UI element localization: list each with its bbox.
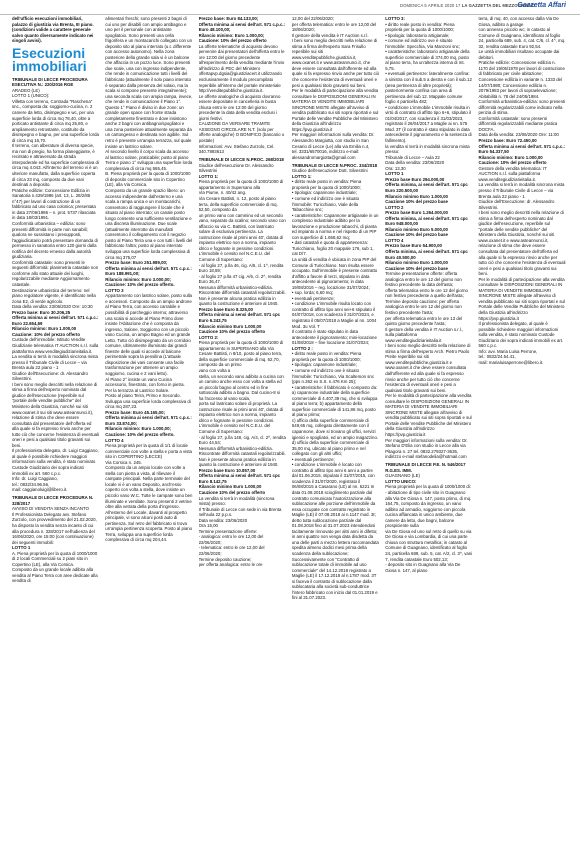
notice-paragraph: a) capannone industriale della superficie commerciale di 4.407,39 mq, che si sviluppa al piano terra; b) appartamento della superficie commerciale di 141,86 mq, posto al piano primo; <box>291 390 378 418</box>
notice-paragraph: Il Tribunale di Lecce con sede in via Brenta nell'aula 22 p.p.s. <box>198 506 282 518</box>
notice-paragraph: Giudice dell'Esecuzione: dr. Alessandro Silvestrini. <box>12 370 88 382</box>
notice-paragraph: Termine presentazione offerte: <box>198 528 258 534</box>
notice-heading: LOTTO 2 : <box>291 345 313 351</box>
notice-heading: Offerta minima, ai sensi dell'art. 571 cpc Euro 948.000,00 <box>385 215 468 227</box>
notice-paragraph: Nessuna difformità urbanistico-edilizia. <box>198 284 273 290</box>
notice-heading: LOTTO 4 <box>105 437 124 443</box>
notice-heading: Prezzo base Euro 10.857,00 <box>198 467 256 473</box>
notice-heading: Rilancio minimo Euro 1.000,00 <box>198 484 262 490</box>
notice-paragraph: Piena proprietà per la quota di 1/1 di locale commerciale con volte a stella e porta a vista sito in COPERTINO (LECCE) <box>105 443 192 460</box>
gazzetta-affari-logo: Gazzetta Affari <box>517 2 566 9</box>
notice-heading: Offerta minima ai sensi dell'art. 571 cpc Euro 6.243,75 <box>198 312 281 324</box>
notice-paragraph: 12,00 del 22/06/2020; <box>291 16 334 21</box>
notice-paragraph: GUAGNANO (LE) <box>385 473 420 479</box>
notice-paragraph: I beni sono meglio descritti nella relazione di stima a firma dell'esperto Sara Frisullo reperibile sui siti <box>291 38 378 55</box>
notice-paragraph: Non è presente alcuna pratica edilizia in quanto la costruzione è anteriore al 1940. <box>198 295 279 307</box>
notice-paragraph: Termine deposito cauzione; <box>198 556 252 562</box>
notice-heading: Rilancio minimo Euro 1.000,00 <box>198 323 262 329</box>
notice-paragraph: I beni sono meglio descritti nella relazione di stima a firma dell'esperto Arch. Pietro Paolo Preite reperibile sui siti www.venditepubbliche.giustizia.it e www.oxanet.it che deve essere consultata dall'offerente ed alla quale si fa espresso rinvio anche per tutto ciò che concerne l'esistenza di eventuali oneri e pesi a qualsiasi titolo gravanti sui beni. <box>385 343 471 393</box>
notice-paragraph: L'immobile è censito nel N.C.E.U. del Comune di Supersano: <box>198 423 271 434</box>
notice-paragraph: Termine presentazione offerte: offerta analogica entro le ore 12 del giorno non festivo precedente la data dell'asta; <box>385 271 462 288</box>
header-info <box>400 3 535 8</box>
notice-paragraph: • eventuali pertinenze; <box>291 456 335 462</box>
notice-paragraph: ARADEO (LE) <box>12 87 40 93</box>
notice-heading: Cauzione: 10% del prezzo offerto. <box>105 432 175 438</box>
notice-paragraph: Successivamente con "Contratto di sublocazione totale di immobile ad uso commerciale" del 14.12.2018 registrato a Maglie (LE) il 17.12.2018 al n.1787 mod. 3T si faceva il contratto di sublocazione dalla sublocataria alla società sub-conduttrice l'intero fabbricato con inizio dal 01.01.2019 e fini al 31.07.2023. <box>291 556 378 601</box>
notice-paragraph: - al foglio 27, p.lla 46, cig. A/5, cl. 1^, rendita Euro 18,59; <box>198 262 284 274</box>
notice-paragraph: d) ufficio della superficie commerciale di 35,00 mq, ubicato al piano primo e nel collegato con gli altri uffici; <box>291 440 369 457</box>
notice-paragraph: L'immobile è censito nel N.C.E.U. del Comune di Supersano: <box>198 251 271 263</box>
text-column-3 <box>199 16 286 838</box>
notice-paragraph: la vendita si terrà in modalità sincrona mista presso: <box>385 143 470 155</box>
notice-paragraph: Riscontrate difformità catastali regolarizzabili. <box>198 290 286 296</box>
notice-paragraph: La vendita si terrà in modalità sincrona mista presso il Tribunale Civile di Lecce – via Brenta aula 22 piano - 1 <box>12 354 98 371</box>
notice-paragraph: - analogica: entro le ore 12,00 del 22/06/2020; <box>198 534 264 545</box>
notice-paragraph: - deposito sito in Guagnano alla Via De Giosa n. 147, al piano <box>385 562 461 573</box>
notice-paragraph: Data della vendita: 23/06/2020 Ore: 10:30 <box>12 304 93 310</box>
notice-paragraph: • diritto reale posto in vendita: Piena proprietà per la quota di 1000/1000; <box>385 21 455 33</box>
notice-heading: Prezzo base: Euro 72.450,00 <box>478 138 537 144</box>
notice-paragraph: B. Piena proprietà per la quota di 1000/1000 di deposito commerciale sito in Copertino (LE), alla Via Corsica. <box>105 171 191 188</box>
notice-heading: TRIBUNALE DI LECCE N.PROC. 334/2018 <box>291 162 378 168</box>
notice-heading: Prezzo base: Euro 45.165,00; <box>105 409 165 415</box>
notice-paragraph: per offerta analogica: entro le ore <box>198 562 263 568</box>
notice-paragraph: Termine deposito cauzione: per offerta analogica entro le ore 12 del giorno non festivo precedente l'asta; <box>385 298 462 315</box>
notice-paragraph: Destinazione urbanistica del terreno: nel piano regolatore vigente, è identificato nella zona E2, di verde agricolo. <box>12 287 96 304</box>
text-column-5 <box>385 16 472 838</box>
notice-heading: Cauzione: 10% del prezzo offerto <box>478 160 547 166</box>
notice-paragraph: Tribunale di Lecce – Aula 22 <box>385 154 440 160</box>
notice-paragraph: mail: caggianoluigi@libero.it. <box>12 487 68 493</box>
notice-paragraph: c) ufficio della superficie commerciale di 549,65 mq, collegato direttamente con il capannone, dove si trovano gli uffici, servizi igienici e spogliatoi, ed un ampio magazzino. <box>291 417 379 440</box>
notice-heading: Offerta minima, ai sensi dell'art. 571 cpc Euro 40.500,00 <box>385 248 468 260</box>
notice-paragraph: Info: avv. Maria Luisa Perrone, <box>478 348 538 354</box>
notice-paragraph: Posto al piano Terra, Primo e Secondo. Sviluppa una superficie lorda complessiva di circa mq 287,23. <box>105 393 191 410</box>
notice-paragraph: Conformità urbanistica-edilizia: sono presenti difformità regolarizzabili come indicato nella perizia di stima. <box>478 99 566 116</box>
notice-paragraph: • diritto reale posto in vendita: Piena proprietà per la quota di 1000/1000; <box>291 351 362 362</box>
notice-paragraph: Le offerte analogiche di acquisto dovranno essere depositate in cancelleria in busta chiusa entro le ore 12:00 del giorno precedente la data della vendita esclusi i giorni festivi. <box>198 93 281 121</box>
notice-paragraph: La vendita si terrà in modalità sincrona mista presso il Tribunale Civile di Lecce – via Brenta aula 22 piano - 1 <box>478 182 565 199</box>
notice-heading: LOTTO 1: <box>291 173 312 179</box>
notice-paragraph: Ora: 13,30 <box>385 165 406 171</box>
notice-heading: Offerta minima ai sensi dell'art. 571 c.p.c.: Euro 54.337,50 <box>478 143 565 155</box>
notice-paragraph: Composto da un grande spazio libero: un accesso indipendente dall'esterno e una scala a rampa unica e un montacarichi, consentono di raggiungere il locale che è situato al piano interrato; un canale posto lungo consente una sufficiente ventilazione e una discreta illuminazione. Due scale (attualmente interrotte da manufatti consentono il collegamento con il negozio posto al Piano Terra una e con tutti i livelli del fabbricato l'altra; posto al piano interrato sviluppa una superficie lorda complessiva di circa mq 375,07 <box>105 187 193 260</box>
notice-paragraph: per offerta telematica entro le ore 13 del quinto giorno precedente l'asta; <box>385 315 463 327</box>
notice-paragraph: Gestore della vendita telematica: IT AUCTION s.r.l. sulla piattaforma www.venditegiudiziarieitalia.it. <box>478 165 547 182</box>
notice-paragraph: • diritto reale posto in vendita: Piena proprietà per la quota di 1000/1000; <box>291 179 362 190</box>
notice-paragraph: Informazioni: Avv. Stefano Zurzolo, Cel. 340.7893613 <box>198 143 275 155</box>
page-header <box>0 0 580 15</box>
notice-heading: Cauzione 10% del prezzo base <box>385 199 448 205</box>
notice-heading: Rilancio minimo: Euro 1.000,00 <box>12 326 77 332</box>
notice-heading: Offerta minima, ai sensi dell'art. 571 cpc Euro 220.500,00 <box>385 182 468 193</box>
notice-paragraph: I beni sono meglio descritti nella relazione di stima a firma dell'esperto nominato dal giudice dell'esecuzione, reperibile sul "portale delle vendite pubbliche" del Ministero della Giustizia, nonché sui siti www.oxanet.it e www.asteannunci.it, relazione di stima che deve essere consultata dal presentatore dell'offerta ed alla quale si fa espresso rinvio anche per tutto ciò che concerne l'esistenza di eventuali oneri e pesi a qualsiasi titolo gravanti sui beni. <box>478 210 566 277</box>
notice-paragraph: Il terreno, con alberature di diversa specie, ma non di pregio, ha forma planeggiante, è recintato e attraversato da strada interpoderale ed ha superficie complessiva di circa mq 4.043. All'interno del terreno vi è un ulteriore manufatto, dalla superficie coperta di circa 23 mq, composto da due vani destinati a deposito. <box>12 143 99 188</box>
notice-heading: Offerta minima ai sensi dell'art. 571 c.p.c.: Euro 33.874,00; <box>105 415 192 426</box>
notice-heading: Cauzione: 10% del prezzo offerto. <box>105 282 175 288</box>
notice-paragraph: Conformità catastale: sono presenti le seguenti difformità: planimetria catastale non conforme allo stato attuale dei luoghi, regolarizzabile mediante Aggiornamento catastale. <box>12 259 99 287</box>
notice-heading: Prezzo base: Euro 251.989,00; <box>105 260 168 266</box>
notice-paragraph: Non è presente alcuna pratica edilizia in quanto la costruzione è anteriore al 1940. <box>198 456 279 468</box>
notice-heading: LOTTO 3: <box>385 16 405 21</box>
notice-paragraph: • tipologia: laboratorio artigianale; <box>385 32 450 38</box>
notice-heading: Prezzo base Euro 294.000,00 <box>385 176 445 182</box>
notice-paragraph: • condizione L'immobile risulta locato con contratto di affitto tipo anni sei+6 stipulato il 04/07/2018, con scadenza il 31/07/2024, e registrato il 05/07/2018 a Maglie al nn. 1004 Mod. 3u Vol. T <box>291 301 377 329</box>
notice-heading: Cauzione 10% del prezzo offerto <box>198 329 266 335</box>
notice-paragraph: via De Giosa ed uno sul retro di quello su via De Giosa e via Lombardia, di cui una parte chiusa con struttura metallica; in catasto al Comune di Guagnano, identificato al foglio 24, particella 689, sub. 5, cat. A/2, cl. 3^, vani 7, rendita catastale Euro 502,13; <box>385 528 473 562</box>
notice-paragraph: Giudice dell'esecuzione Dr. Alessandro Silvestrini <box>198 162 274 174</box>
notice-paragraph: Appartamento con lastrico solare, posto sulla e accessori. Composto da un ampio androne al Piano Terra, con accesso carrabile e possibilità di parcheggio interno; attraverso una scala si accede al Piano Primo dove insiste l'Abitazione che è composta da ingresso, Salone, Soggiorno con un piccolo vano Cucina, un ampio Bagno ed un grande Letto. Tutto ciò disimpegnato da un corridoio comune, ultimamente illuminato dai grandi finestre delle quali si accede al balcone perimetrale sopra la pensilina (L'attuale disposizione dei vani consente una facile trasformazione per ottenere un ampio soggiorno, cucina e 2 vani letto). <box>105 293 192 376</box>
notice-heading: Cauzione 10% del prezzo base <box>385 265 448 271</box>
notice-paragraph: stella, un secondo vano adibito a cucina con un camino anche esso con volta a stella ed un piccolo bagno al centro ed in fine sottoscala adibito a bagno. Dal cucino-8 si ha l'accesso al vano scala, <box>198 373 284 401</box>
notice-heading: Offerta minima ai sensi dell'art. 571 c.p.c.: Euro 48.100,00; <box>198 21 286 33</box>
notice-paragraph: Il gestore della vendita è IT Auction s.r.l., sulla piattaforma <box>385 326 464 338</box>
notice-paragraph: Per le modalità di partecipazione alla vendita consultare le DISPOSIZIONI GENERALI IN MATERIA DI VENDITE IMMOBILIARI SINCRONE MISTE allegate all'avviso di vendita pubblicato sui siti sopra riportati e sul Portale delle Vendite Pubbliche del Ministero della Giustizia all'indirizzo https://pvp.giustizia.it <box>291 88 379 132</box>
notice-paragraph: tel.: 0832/24.54.41, <box>478 354 516 360</box>
notice-paragraph: alimentari freschi; sono presenti 2 bagni di cui uno per disabili con ampio antibagno e uno per il personale con antistante spogliatoio. Sono presenti una cella frigorifera e un montacarichi collegato con un deposito sito al piano interrato (u.t. differente con accesso autonomo). Nella zona posteriore della grande sala vi è un balcone che affaccia in un pozzo luce. Sono presenti due scale, una con ingresso indipendente, che rende in comunicazione tutti i livelli del fabbricato (attualmente il solo piano interrato è separato dalla presenza del solaio, ma la scala si compone presente integralmente); una seconda scala con ampia rampa, invece, che rende in comunicazione il Piano 1°. Questo 1° Piano è diviso in due zone: un grande open space con fronte strada completamente finestrato e dove insistono anche 2 bagni con antibagno/spogliatoi e una zona posteriore attualmente separata da un cartongesso e destinata non agibile. Sul retro è presente un'ampia terrazza, sul quale insiste un lastrico solare. <box>105 16 193 149</box>
section-title-line: Esecuzioni <box>12 44 86 61</box>
notice-paragraph: Conformità urbanistica – edilizia: sono presenti difformità in parte non sanabili; qualora ne sussistano i presupposti, l'aggiudicatario potrà presentare domanda di permesso in sanatoria entro 120 giorni dalla notifica del decreto emesso dalla autorità giudiziaria. <box>12 220 98 260</box>
notice-paragraph: Il Professionista Delegato avv. Stefano Zurzolo, con provvedimento del 21.02.2020, ha disposto la vendita senza incanto di cui alla procedura n. 328/2017 nell'udienza del 16/06/2020, ore 15:00 (con continuazione) dei seguenti immobili: <box>12 511 97 545</box>
header-newspaper: LA GAZZETTA DEL MEZZOGIORNO <box>461 3 536 8</box>
notice-paragraph: • comune ed indirizzo ove è situato l'immobile: Turicchiano, Viale della Tabacchine snc; <box>291 196 360 213</box>
notice-paragraph: Pratiche edilizie: Concessione Edilizia in Sanatoria n.429/1986 (art. 13, L. 28/2/85 n°47) per lavori di costruzione di un fabbricato ad uso casa colonica; presentata in data 27/06/1986 – n. prot. 5737 rilasciata in data 18/03/1991. <box>12 187 96 221</box>
notice-paragraph: Composto da un grande locale adibito alla vendita al Piano Terra con aree dedicate alla vendita di <box>12 567 98 584</box>
notice-heading: LOTTO 1: <box>198 173 219 179</box>
notice-heading: LOTTO 3 <box>105 287 124 293</box>
header-page-number: 17 <box>455 3 461 8</box>
notice-heading: Rilancio minimo: Euro 1.000,00; <box>105 426 171 432</box>
notice-heading: Rilancio minimo Euro 1.000,00 <box>385 193 448 199</box>
notice-paragraph: Piena proprietà per la quota di 1000/1000 di: <box>385 484 471 490</box>
notice-heading: TRIBUNALE DI LECCE P.E. N. 546/2017 R.G.ES. IMM. <box>385 462 466 473</box>
notice-paragraph: A. Piena proprietà per la quota di 1000/1000 di 2 locali Commerciali su 2 piani sito in Copertino (LE), alla Via Corsica. <box>12 550 98 567</box>
notice-paragraph: Il professionista delegato, al quale è possibile richiedere maggiori informazioni sulla vendita, è stato nominato Custode Giudiziario dei sopra indicati immobili ex art. 560 c.p.c. <box>478 321 564 349</box>
notice-heading: Prezzo base Euro 8.325,00 <box>198 306 253 312</box>
notice-paragraph: Custode dell'immobile: Istituto Vendite Giudiziarie telematica IT AUCTION s.r.l. sulla piattaforma www.venditegiudiziarieitalia.it. <box>12 337 99 354</box>
notice-paragraph: La vendita si terrà in modalità (sincrona mista) presso: <box>198 495 275 507</box>
notice-heading: LOTTO UNICO: <box>385 478 417 484</box>
notice-paragraph: • tipologia: capannone industriale; <box>291 362 357 368</box>
notice-heading: Offerta minima ai sensi dell'art. 571 c.p.c.: Euro 188.991,00; <box>105 265 192 277</box>
notice-paragraph: per offerta telematica: entro le ore 13,00 del 18/06/2020; <box>291 21 377 33</box>
notice-paragraph: • eventuali pertinenze: lateralmente confina: a sinistra con il sub.5 a destra e con il sub.12 (area pertinenza di altre proprietà); posteriormente confina con area di pertinenza del sub 12. Mappale comune foglio 4 particella 482; <box>385 71 472 105</box>
notice-paragraph: Le unità immobiliari risultano occupate dai debitori. <box>478 49 560 60</box>
notice-paragraph: Info: dr. Luigi Caggiano, <box>12 476 58 482</box>
notice-paragraph: Ora 15,00 <box>198 523 218 529</box>
notice-paragraph: Data della vendita: 23/06/2020 Ore: 11:00 <box>478 132 559 138</box>
notice-paragraph: All'esterno del Locale, davanti al prospetto principale, vi sono alcuni posti auto di pertinenza. Sul retro del fabbricato si trova un'ampia pertinenza scoperta. Posto al piano Terra, sviluppa una superficie lorda complessiva di circa mq 204,44. <box>105 509 193 543</box>
notice-paragraph: Composto da un ampio locale con volte a stella con pietra a vista, al rilievare il campate principali. Nella parte terminale del locale vi è un vano Deposito, anch'esso coperto con volta a stella, dove insiste un piccolo vano W.C. Tutte le campate sono ben illuminate e ventilate. Sono presenti 2 vetrine oltre alla vetrata della porta d'ingresso. <box>105 465 193 510</box>
notice-heading: Offerta minima ai sensi dell'art. 571 c.p.c.: Euro 22.654,69 <box>12 315 99 326</box>
notice-heading: dell'ufficio esecuzioni immobiliari, palazzo di giustizia via Brenta, III piano. <box>12 16 94 27</box>
notice-heading: LOTTO 1 <box>385 171 404 177</box>
notice-paragraph: Nessuna difformità urbanistico-edilizia. <box>198 445 273 451</box>
notice-paragraph: - telematica: entro le ore 12,00 del 22/06/2020; <box>198 545 265 556</box>
notice-paragraph: La offerte telematiche di acquisto devono pervenire dai presentatori dell'offerta entro le ore 12:00 del giorno precedente all'esperimento della vendita mediante l'invio all'indirizzo di PEC del Ministero offertapvp.dgsia@giustiziacert.it utilizzando esclusivamente il modulo precompilato reperibile all'interno del portale ministeriale http://venditepubbliche.giustizia.it. <box>198 43 285 94</box>
notice-heading: Prezzo base: Euro 84.133,00; <box>198 16 259 21</box>
notice-paragraph: www.venditepubbliche.giustizia.it, www.oxanet.it e www.asteannunci.it, che deve essere consultata dall'offerente ed alla quale si fa espresso rinvio anche per tutto ciò che concerne l'esistenza di eventuali oneri e pesi a qualsiasi titolo gravanti sui beni. <box>291 54 380 88</box>
notice-paragraph: CAUZIONE DA VERSARE TRAMITE ASSEGNO CIRCOLARE N.T. (solo per offerte analogiche) O BONIFICO (bancario o postale) <box>198 121 285 144</box>
notice-paragraph: • caratteristiche: Capannone artigianale in un complesso industriale adibito per la lavorazione e produzione tabacchi, di pianta ed impianto a norma e nel rispetto di un PIP con superficie di 1.658,62 mq; <box>291 212 379 240</box>
notice-paragraph: Conformità catastale: sono presenti difformità regolarizzabili mediante pratica DOCFA. <box>478 115 558 132</box>
text-columns <box>12 16 572 838</box>
notice-paragraph: con annesso piccolo wc; in catasto al Comune di Guagnano, identificato al foglio 24, particella 689, sub. 4, cat. C/6, cl. 4^, mq. 32, rendita catastale Euro 92,54. <box>478 27 566 49</box>
notice-paragraph: terra, di mq. 40, con accesso dalla Via De Giosa, adibito a garage <box>478 16 559 27</box>
header-date: DOMENICA 5 APRILE 2020 <box>400 3 455 8</box>
notice-heading: Prezzo base: Euro 30.206,25 <box>12 309 71 315</box>
notice-heading: Offerta minima ai sensi dell'art. 571 cpc Euro 8.142,75 <box>198 473 281 484</box>
text-column-6 <box>478 16 565 838</box>
notice-paragraph: offerta telematica entro le ore 12 del giorno non festivo precedente a quello dell'asta; <box>385 287 468 299</box>
notice-heading: Cauzione: 10% del prezzo offerto <box>12 331 81 337</box>
notice-paragraph: Il contratto è stato stipulato in data antecedente il pignoramento; mini-locazione 01/08/2018 – fine locazione 31/07/2024; <box>291 329 377 346</box>
section-title <box>12 44 99 74</box>
notice-paragraph: Piena proprietà per la quota di 1000/1000 di appartamento in Supersano alla <box>198 179 284 190</box>
notice-paragraph: • comune ed indirizzo ove è situato l'immobile: Specchia, Via Manzoni snc; <box>385 38 461 49</box>
notice-heading: TRIBUNALE DI LECCE PROCEDURA N. 328/2017 <box>12 495 94 506</box>
notice-paragraph: - al foglio 27, p.lla 148, cig. A/4, cl. 2^, rendita Euro 44,54; <box>198 434 286 446</box>
notice-paragraph: Via Corsica n. 245. <box>105 459 142 465</box>
notice-heading: LOTTO 2 <box>385 204 404 210</box>
notice-paragraph: Per le modalità di partecipazione alla vendita consultare le DISPOSIZIONI GENERALI IN MATERIA DI VENDITE IMMOBILIARI SINCRONE MISTE allegate all'avviso di vendita pubblicato sui siti sopra riportati e sul Portale delle Vendite Pubbliche del Ministero della Giustizia all'indirizzo https://pvp.giustizia.it <box>385 393 472 438</box>
notice-paragraph: Data vendita: 23/06/2020 <box>198 517 248 523</box>
notice-paragraph: Per le modalità di partecipazione alla vendita consultare le DISPOSIZIONI GENERALI IN MATERIA DI VENDITE IMMOBILIARI SINCRONE MISTE allegate all'avviso di vendita pubblicato sui siti sopra riportati e sul Portale delle Vendite Pubbliche del Ministero della Giustizia all'indirizzo https://pvp.giustizia.it <box>478 276 565 321</box>
notice-paragraph: Per maggiori informazioni sulla vendita: Dr. Alessandro Margiotta, con studio in San Cesario di Lecce (Le) alla via Emilia n.4, <box>291 132 375 149</box>
notice-paragraph: • eventuali pertinenze; <box>291 295 335 301</box>
notice-paragraph: Pratiche edilizie: Concessione edilizia n. 1170 del 19/05/1978 per lavori di costruzione di fabbricato per civile abitazione; Concessione edilizia in variante n. 1333 del 14/07/1980; Concessione edilizia n. 2079/1983 per lavori di sopraelevazione; Abitabilità n. 78 del 24/05/1984. <box>478 60 565 99</box>
notice-paragraph: I beni sono meglio descritti nella relazione di stima a firma dell'esperto nominato dal giudice dell'esecuzione (reperibile sul "portale delle vendite pubbliche" del Ministero della Giustizia, nonché sui siti www.oxanet.it sui siti www.asteannunci.it), relazione di stima che deve essere consultata dal presentatore dell'offerta ed alla quale si fa espresso rinvio anche per tutto ciò che concerne l'esistenza di eventuali oneri e pesi a qualsiasi titolo gravanti sui beni. <box>12 381 100 448</box>
notice-paragraph: AVVISO DI VENDITA SENZA INCANTO <box>12 506 89 512</box>
notice-paragraph: tel.: 0832/34.96.56, <box>12 481 50 487</box>
notice-paragraph: • comune ed indirizzo ove è situato l'immobile: Turicchiano, Via Scaltemon snc (pps n.362 ex S.S. n.476 Km 25); <box>291 367 374 385</box>
notice-paragraph: Riscontrate difformità catastali regolarizzabili. <box>198 451 286 457</box>
notice-paragraph: - al foglio 27 p.lla 47 cig. A/6, cl. 2^, rendita Euro 36,47. <box>198 273 282 285</box>
notice-paragraph: Per maggiori informazioni sulla vendita: Dr. Stefano D'Elia con studio in Lecce alla via Pitagora n. 27 tel. 0832.279327-3635, indirizzo e-mail stefanodelia@hotmail.com <box>385 437 468 460</box>
notice-paragraph: un primo vano con cammino ed un secondo vano, separato da scalino; secondo vano con affaccio su via C. Battisti, con lastricato solare di esclusiva pertinenza. La costruzione risale al primi anni 40', dotata di impianto elettrico non a norma, impianto idrico e fognante in pessime condizioni. <box>198 212 286 251</box>
notice-paragraph: Al Piano 2° insiste un vano Cucina accessorio, finestrato, con forno in pietra. Per la terrazza al Lastrico Solare. <box>105 376 185 393</box>
notice-paragraph: mail: marialuisaperrone@libero.it. <box>478 359 544 365</box>
notice-paragraph: Il professionista delegato, dr. Luigi Caggiano, al quale è possibile richiedere maggiori informazioni sulla vendita, è stato nominato Custode Giudiziario dei sopra indicati immobili ex art. 560 c.p.c. <box>12 448 99 476</box>
notice-paragraph: - abitazione di tipo civile sito in Guagnano alla Via De Giosa n. 147, posto primo, di mq. 164,75, composto da ingresso, un vano adibito ad armadio, soggiorno con piccola cucina affiancata in unico ambiente, due camere da letto, due bagni, balcone prospiciente sulla <box>385 489 472 529</box>
section-title-line: immobiliari <box>12 57 87 74</box>
notice-heading: Prezzo base Euro 1.264.000,00 <box>385 210 448 216</box>
notice-paragraph: • condizione L'immobile è locato con contratto di affitto tipo anni 6 anni a partire dal 01.06.2015, stipulato il 31/07/2015, con scadenza il 31/07/2020, registrato il 06/08/2015 a Casarano (LE) al nn. 6221 In data 01.08.2018 scioglimento parziale dal contratto comunicato l'autorizzazione alla sublocazione alle porzione dell'immobile da essa occupate con contratto registrato in Maglie (LE) il 07.08.2018 ai n.1147 mod. 3t; detto tutta sublocazione parziale dal 01.08.2018 fino al 31.07.2023 intendendosi tacitamente rinnovato per altri anni in difetto; in anni quattro non venga data disdetta da una delle parti a mezzo lettera raccomandata spedita almeno dodici mesi prima della scadenza della sublocazione; <box>291 462 379 556</box>
notice-paragraph: Data della vendita: 23/06/2020 <box>385 160 445 166</box>
notice-heading: Prezzo base Euro 54.900,00 <box>385 243 442 249</box>
notice-paragraph: Piena proprietà per la quota di 1000/1000 di appartamento in SUPERSANO alla Via Cesare Battisti, n 8/10, posto al piano terra, della superficie commerciale di mq. 62,70, composto da un primo <box>198 340 284 368</box>
notice-paragraph: www.venditegiudiziarieitalia.it <box>385 337 442 343</box>
notice-heading: Cauzione: 10% del prezzo offerto <box>198 38 267 44</box>
notice-heading: LOTTO 2: <box>198 334 219 340</box>
notice-heading: Rilancio minimo: Euro 1.000,00 <box>478 154 543 160</box>
text-column-4 <box>292 16 379 838</box>
notice-paragraph: vano con volta a <box>198 367 231 373</box>
notice-paragraph: • sup. lorda; 6,60 mq; <box>291 290 334 296</box>
notice-paragraph: Via Cesare Battisti, n. 12, posto al piano terra, della superficie commerciale di mq. 52,50, composto da <box>198 196 278 213</box>
notice-paragraph: • caratteristiche: il fabbricato è composto da: <box>291 384 378 390</box>
notice-paragraph: Giudice dell'Esecuzione: dr. Alessandro Silvestrini. <box>478 199 555 210</box>
notice-paragraph: LOTTO 1 (UNICO): <box>12 93 50 99</box>
notice-heading: Cauzione 10% del prezzo base <box>385 232 448 238</box>
notice-paragraph: • tipologia: capannone industriale; <box>291 190 357 196</box>
notice-heading: Cauzione 10% del prezzo offerto <box>198 489 266 495</box>
notice-paragraph: • dati catastali e quota di appartenenza: Turicchiano, foglio 20 mappale 176, sub 1, cat D/7. <box>291 240 374 257</box>
notice-heading: Rilancio minimo Euro 5.000,00 <box>385 226 448 232</box>
notice-paragraph: porta sul lastricato solare di proprietà. La costruzione risale ai primi anni 40', dotata di impianto elettrico non a norma, impianto idrico e fognante in pessime condizioni. <box>198 401 283 423</box>
notice-paragraph: • caratteristiche: laboratorio artigianale della superficie commerciale di 374,00 mq, posto al piano terra, ha un'altezza interna di mt. 5,75. <box>385 49 470 71</box>
text-column-1 <box>12 16 99 838</box>
notice-heading: Rilancio minimo: Euro 1.000,00; <box>198 32 265 38</box>
notice-heading: TRIBUNALE DI LECCE PROCEDURA ESECUTIVA N.: 220/2016 RGE <box>12 76 88 88</box>
text-column-2 <box>105 16 192 838</box>
notice-heading: LOTTO 1 <box>12 545 31 551</box>
notice-paragraph: Villetta con terreno, Contrada "Raschena" snc., composta da: soggiorno-cucina, n. 2 camere da letto, disimpegno e wc, per una superficie lorda di circa mq 78,40, oltre a porticato antistante di circa mq 25,80, e ampliamento retrostante, costituito da disimpegno e bagno, per una superficie lorda di circa mq 16,70. <box>12 98 99 143</box>
notice-paragraph: Via Piume, n. 40/42 ang. <box>198 190 247 196</box>
notice-paragraph: Al secondo livello il corpo scala da accesso al lastrico solare, praticabile; posto al piano Terra e piano 1° sviluppa una superficie lorda complessiva di circa mq 565,45. <box>105 149 193 171</box>
notice-paragraph: Giudice dell'esecuzione Dott. Silvestrini <box>291 168 368 174</box>
notice-heading: Rilancio minimo: Euro 3.000,00; <box>105 276 171 282</box>
notice-paragraph: Il gestore della vendita è IT Auction s.r.l. <box>291 32 369 38</box>
notice-paragraph: La unità di vendita è ubicata in zona PIP del Comune di Turicchiano. Non risulta essere occupato. Sull'immobile è presente contratto d'affitto a favore di terzi, stipulato in data antecedente al pignoramento; in data 19/08/2016 – reg. locazione 31/07/2024; <box>291 257 378 290</box>
notice-paragraph: • condizione L'immobile L'immobile risulta in virtù di contratto di affitto tipo 6+6, stipulato il 01/04/2017, con scadenza il 31/03/2023, registrato il 26/04/2017 a Maglie ai nn. 575 Mod. 3T (il contratto è stato stipulato in data antecedente il pignoramento e la sentenza di fallimento). <box>385 104 472 144</box>
notice-heading: Rilancio minimo Euro 1.000,00 <box>385 260 448 266</box>
notice-heading: LOTTO 4 <box>385 237 404 243</box>
notice-paragraph: tel. 3331/6570016, indirizzo e-mail: alessandromargiotta@gmail.com <box>291 149 360 160</box>
notice-heading: (condizioni valide a carattere generale salvo quanto diversamente indicato nei singoli avvisi). <box>12 27 94 44</box>
notice-heading: TRIBUNALE DI LECCE N.PROC. 268/2018 <box>198 157 284 163</box>
